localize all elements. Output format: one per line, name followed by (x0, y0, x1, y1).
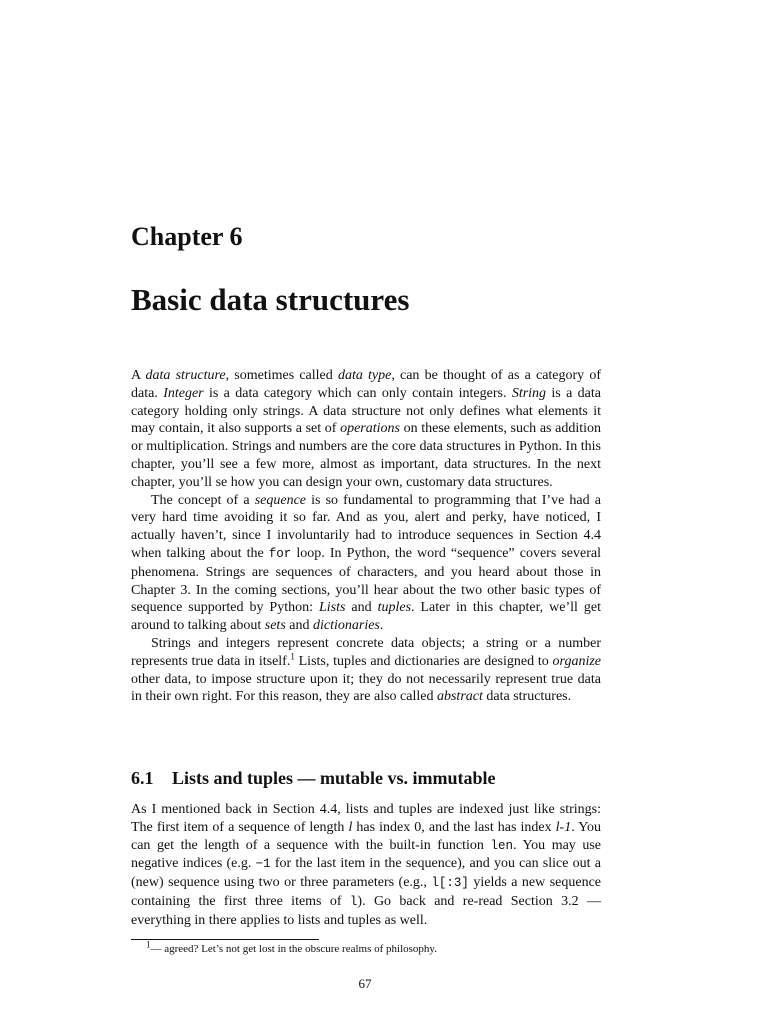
footnote (146, 939, 586, 956)
intro-paragraph-2: The concept of a sequence is so fundamental to programming that I’ve had a very hard time avoiding it so far. And as you, alert and perky, have noticed, I actually haven’t, since I involuntarily had to introduce sequences in Section 4.4 when talking about the for loop. In Python, the word “sequence” covers several phenomena. Strings are sequences of characters, and you heard about those in Chapter 3. In the coming sections, you’ll hear about the two other basic types of sequence supported by Python: Lists and tuples. Later in this chapter, we’ll get around to talking about sets and dictionaries. (131, 492, 601, 634)
section-heading (131, 765, 496, 791)
code-for: for (268, 546, 292, 561)
code-len: len (490, 838, 513, 853)
footnote-divider (131, 939, 319, 940)
footnote-number: 1 (146, 939, 151, 950)
intro-paragraph-3: Strings and integers represent concrete data objects; a string or a number represents true data in itself.$^1$ Lists, tuples and dictionaries are designed to organize other data, to impose structure upon it; they do not necessarily represent true data in their own right. For this reason, they are also called abstract data structures. (131, 635, 601, 705)
var-l-minus-1: l-1 (555, 819, 572, 835)
code-slice: l[:3] (431, 876, 469, 891)
term-data-type: data type (337, 368, 392, 383)
term-lists: Lists (318, 600, 346, 616)
chapter-title: Basic data structures (131, 282, 410, 317)
chapter-label: Chapter 6 (131, 222, 243, 251)
var-l: l (348, 819, 353, 835)
term-integer: Integer (163, 385, 204, 401)
code-negative-one: −1 (255, 857, 271, 872)
term-abstract: abstract (436, 689, 483, 705)
term-organize: organize (552, 653, 601, 669)
section-body (131, 801, 601, 930)
term-operations: operations (340, 421, 400, 437)
section-title: Lists and tuples — mutable vs. immutable (172, 768, 496, 788)
term-sets: sets (264, 618, 286, 634)
footnote-text: — agreed? Let’s not get lost in the obscure realms of philosophy. (150, 943, 437, 955)
section-number: 6.1 (131, 768, 154, 788)
term-dictionaries: dictionaries (312, 618, 380, 634)
footnote-marker[interactable]: 1 (290, 651, 295, 662)
term-sequence: sequence (254, 492, 306, 508)
code-l: l (349, 894, 358, 909)
page-number: 67 (358, 976, 372, 991)
term-string: String (511, 385, 547, 401)
chapter-intro (131, 367, 601, 706)
term-tuples: tuples (377, 600, 412, 616)
term-data-structure: data structure (145, 368, 226, 383)
intro-paragraph-1: A data structure, sometimes called data type, can be thought of as a category of data. Integer is a data category which can only contain integers. String is a data category holding only strings. A data structure not only defines what elements it may contain, it also supports a set of operations on these elements, such as addition or multiplication. Strings and numbers are the core data structures in Python. In this chapter, you’ll see a few more, almost as important, data structures. In the next chapter, you’ll se how you can design your own, customary data structures. (131, 368, 602, 490)
section-paragraph-1: As I mentioned back in Section 4.4, lists and tuples are indexed just like strings: The first item of a sequence of length l has index 0, and the last has index l-1. You can get the length of a sequence with the built-in function len. You may use negative indices (e.g. −1 for the last item in the sequence), and you can slice out a (new) sequence using two or three parameters (e.g., l[:3] yields a new sequence containing the first three items of l). Go back and re-read Section 3.2 — everything in there applies to lists and tuples as well. (131, 802, 601, 928)
